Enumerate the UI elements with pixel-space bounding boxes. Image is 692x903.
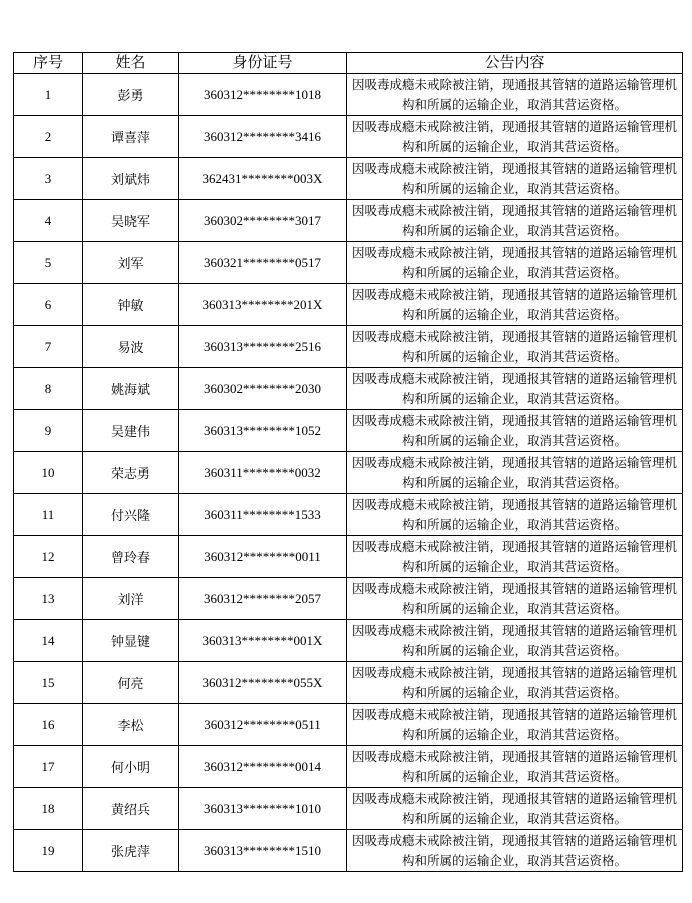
- name-cell: 刘斌炜: [83, 158, 179, 200]
- id-number-cell: 360321********0517: [179, 242, 347, 284]
- header-name: 姓名: [83, 53, 179, 74]
- table-row: [14, 452, 683, 494]
- id-number-cell: 360312********3416: [179, 116, 347, 158]
- seq-cell: 5: [14, 242, 83, 284]
- id-number-cell: 362431********003X: [179, 158, 347, 200]
- table-row: [14, 536, 683, 578]
- table-row: [14, 368, 683, 410]
- id-number-cell: 360313********1510: [179, 830, 347, 872]
- name-cell: 张虎萍: [83, 830, 179, 872]
- seq-cell: 3: [14, 158, 83, 200]
- notice-content-cell: 因吸毒成瘾未戒除被注销，现通报其管辖的道路运输管理机构和所属的运输企业，取消其营运资格。: [347, 830, 683, 872]
- table-row: [14, 704, 683, 746]
- notice-content-cell: 因吸毒成瘾未戒除被注销，现通报其管辖的道路运输管理机构和所属的运输企业，取消其营运资格。: [347, 788, 683, 830]
- seq-cell: 17: [14, 746, 83, 788]
- notice-content-cell: 因吸毒成瘾未戒除被注销，现通报其管辖的道路运输管理机构和所属的运输企业，取消其营运资格。: [347, 284, 683, 326]
- notice-content-cell: 因吸毒成瘾未戒除被注销，现通报其管辖的道路运输管理机构和所属的运输企业，取消其营运资格。: [347, 662, 683, 704]
- notice-table: [13, 52, 683, 872]
- table-row: [14, 284, 683, 326]
- notice-content-cell: 因吸毒成瘾未戒除被注销，现通报其管辖的道路运输管理机构和所属的运输企业，取消其营运资格。: [347, 578, 683, 620]
- name-cell: 曾玲春: [83, 536, 179, 578]
- name-cell: 彭勇: [83, 74, 179, 116]
- table-row: [14, 620, 683, 662]
- seq-cell: 14: [14, 620, 83, 662]
- name-cell: 刘军: [83, 242, 179, 284]
- seq-cell: 1: [14, 74, 83, 116]
- table-row: [14, 74, 683, 116]
- seq-cell: 16: [14, 704, 83, 746]
- id-number-cell: 360312********0011: [179, 536, 347, 578]
- notice-content-cell: 因吸毒成瘾未戒除被注销，现通报其管辖的道路运输管理机构和所属的运输企业，取消其营运资格。: [347, 74, 683, 116]
- name-cell: 吴建伟: [83, 410, 179, 452]
- header-row: [14, 53, 683, 74]
- id-number-cell: 360313********1052: [179, 410, 347, 452]
- name-cell: 钟敏: [83, 284, 179, 326]
- id-number-cell: 360312********1018: [179, 74, 347, 116]
- notice-content-cell: 因吸毒成瘾未戒除被注销，现通报其管辖的道路运输管理机构和所属的运输企业，取消其营运资格。: [347, 410, 683, 452]
- seq-cell: 18: [14, 788, 83, 830]
- notice-content-cell: 因吸毒成瘾未戒除被注销，现通报其管辖的道路运输管理机构和所属的运输企业，取消其营运资格。: [347, 494, 683, 536]
- seq-cell: 8: [14, 368, 83, 410]
- id-number-cell: 360312********0014: [179, 746, 347, 788]
- name-cell: 荣志勇: [83, 452, 179, 494]
- table-row: [14, 788, 683, 830]
- id-number-cell: 360313********001X: [179, 620, 347, 662]
- id-number-cell: 360311********1533: [179, 494, 347, 536]
- seq-cell: 19: [14, 830, 83, 872]
- notice-content-cell: 因吸毒成瘾未戒除被注销，现通报其管辖的道路运输管理机构和所属的运输企业，取消其营运资格。: [347, 158, 683, 200]
- name-cell: 谭喜萍: [83, 116, 179, 158]
- table-row: [14, 578, 683, 620]
- name-cell: 何亮: [83, 662, 179, 704]
- name-cell: 姚海斌: [83, 368, 179, 410]
- seq-cell: 7: [14, 326, 83, 368]
- id-number-cell: 360312********2057: [179, 578, 347, 620]
- id-number-cell: 360313********1010: [179, 788, 347, 830]
- id-number-cell: 360302********3017: [179, 200, 347, 242]
- table-header: [14, 53, 683, 74]
- table-row: [14, 830, 683, 872]
- seq-cell: 15: [14, 662, 83, 704]
- table-row: [14, 200, 683, 242]
- name-cell: 付兴隆: [83, 494, 179, 536]
- seq-cell: 11: [14, 494, 83, 536]
- id-number-cell: 360313********2516: [179, 326, 347, 368]
- id-number-cell: 360313********201X: [179, 284, 347, 326]
- seq-cell: 13: [14, 578, 83, 620]
- header-content: 公告内容: [347, 53, 683, 74]
- notice-content-cell: 因吸毒成瘾未戒除被注销，现通报其管辖的道路运输管理机构和所属的运输企业，取消其营运资格。: [347, 746, 683, 788]
- seq-cell: 12: [14, 536, 83, 578]
- seq-cell: 9: [14, 410, 83, 452]
- seq-cell: 10: [14, 452, 83, 494]
- name-cell: 钟显键: [83, 620, 179, 662]
- name-cell: 刘洋: [83, 578, 179, 620]
- notice-content-cell: 因吸毒成瘾未戒除被注销，现通报其管辖的道路运输管理机构和所属的运输企业，取消其营运资格。: [347, 368, 683, 410]
- notice-content-cell: 因吸毒成瘾未戒除被注销，现通报其管辖的道路运输管理机构和所属的运输企业，取消其营运资格。: [347, 242, 683, 284]
- id-number-cell: 360312********055X: [179, 662, 347, 704]
- name-cell: 李松: [83, 704, 179, 746]
- table-row: [14, 662, 683, 704]
- seq-cell: 6: [14, 284, 83, 326]
- table-row: [14, 116, 683, 158]
- table-row: [14, 410, 683, 452]
- notice-content-cell: 因吸毒成瘾未戒除被注销，现通报其管辖的道路运输管理机构和所属的运输企业，取消其营运资格。: [347, 326, 683, 368]
- table-row: [14, 494, 683, 536]
- notice-content-cell: 因吸毒成瘾未戒除被注销，现通报其管辖的道路运输管理机构和所属的运输企业，取消其营运资格。: [347, 620, 683, 662]
- header-id: 身份证号: [179, 53, 347, 74]
- table-body: [14, 74, 683, 872]
- table-row: [14, 158, 683, 200]
- notice-content-cell: 因吸毒成瘾未戒除被注销，现通报其管辖的道路运输管理机构和所属的运输企业，取消其营运资格。: [347, 116, 683, 158]
- header-seq: 序号: [14, 53, 83, 74]
- name-cell: 黄绍兵: [83, 788, 179, 830]
- notice-content-cell: 因吸毒成瘾未戒除被注销，现通报其管辖的道路运输管理机构和所属的运输企业，取消其营运资格。: [347, 536, 683, 578]
- notice-content-cell: 因吸毒成瘾未戒除被注销，现通报其管辖的道路运输管理机构和所属的运输企业，取消其营运资格。: [347, 200, 683, 242]
- name-cell: 易波: [83, 326, 179, 368]
- table-row: [14, 242, 683, 284]
- id-number-cell: 360312********0511: [179, 704, 347, 746]
- seq-cell: 4: [14, 200, 83, 242]
- notice-content-cell: 因吸毒成瘾未戒除被注销，现通报其管辖的道路运输管理机构和所属的运输企业，取消其营运资格。: [347, 704, 683, 746]
- name-cell: 何小明: [83, 746, 179, 788]
- notice-content-cell: 因吸毒成瘾未戒除被注销，现通报其管辖的道路运输管理机构和所属的运输企业，取消其营运资格。: [347, 452, 683, 494]
- seq-cell: 2: [14, 116, 83, 158]
- id-number-cell: 360302********2030: [179, 368, 347, 410]
- id-number-cell: 360311********0032: [179, 452, 347, 494]
- table-row: [14, 326, 683, 368]
- table-row: [14, 746, 683, 788]
- name-cell: 吴晓军: [83, 200, 179, 242]
